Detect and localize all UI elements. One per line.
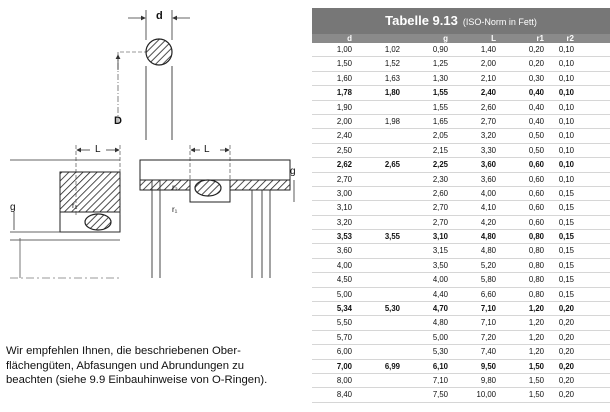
table-cell: 2,40 <box>336 131 352 141</box>
table-row <box>312 101 610 115</box>
table-cell: 0,15 <box>558 232 574 242</box>
table-cell: 7,50 <box>432 390 448 400</box>
table-row <box>312 158 610 172</box>
label-r1-right: r₁ <box>172 205 178 214</box>
table-cell: 0,10 <box>558 73 574 83</box>
installation-note <box>6 344 296 388</box>
table-cell: 4,80 <box>432 318 448 328</box>
table-cell: 9,50 <box>480 361 496 371</box>
table-cell: 1,63 <box>384 73 400 83</box>
table-cell: 5,80 <box>480 275 496 285</box>
table-row <box>312 273 610 287</box>
table-cell: 4,00 <box>480 188 496 198</box>
table-cell: 3,60 <box>336 246 352 256</box>
table-cell: 0,10 <box>558 160 574 170</box>
table-cell: 0,20 <box>558 347 574 357</box>
table-row <box>312 57 610 71</box>
table-cell: 0,20 <box>558 304 574 314</box>
header-cell: d <box>347 34 352 43</box>
table-cell: 9,80 <box>480 375 496 385</box>
table-cell: 0,15 <box>558 188 574 198</box>
table-cell <box>352 187 400 200</box>
table-row <box>312 316 610 330</box>
table-cell: 4,20 <box>480 217 496 227</box>
table-cell <box>352 216 400 229</box>
table-row <box>312 43 610 57</box>
table-cell <box>352 388 400 401</box>
table-row <box>312 345 610 359</box>
table-cell: 1,50 <box>528 375 544 385</box>
table-cell <box>352 101 400 114</box>
table-cell: 3,55 <box>384 232 400 242</box>
table-cell: 0,80 <box>528 289 544 299</box>
table-cell: 2,15 <box>432 145 448 155</box>
table-cell: 2,25 <box>432 160 448 170</box>
table-cell: 1,00 <box>336 45 352 54</box>
table-cell <box>352 316 400 329</box>
table-cell: 3,53 <box>336 232 352 242</box>
table-cell: 0,20 <box>558 361 574 371</box>
table-row <box>312 72 610 86</box>
table-cell: 0,90 <box>432 45 448 54</box>
table-cell: 4,00 <box>432 275 448 285</box>
table-cell: 2,00 <box>336 116 352 126</box>
table-cell: 1,30 <box>432 73 448 83</box>
table-cell: 1,65 <box>432 116 448 126</box>
table-cell: 0,15 <box>558 275 574 285</box>
note-line: Wir empfehlen Ihnen, die beschriebenen Ober- <box>6 345 241 357</box>
table-cell: 5,20 <box>480 260 496 270</box>
table-row <box>312 201 610 215</box>
table-row <box>312 388 610 402</box>
table-cell: 4,70 <box>432 304 448 314</box>
table-cell: 2,70 <box>480 116 496 126</box>
table-cell: 4,80 <box>480 232 496 242</box>
table-cell: 0,10 <box>558 59 574 69</box>
table-cell: 7,40 <box>480 347 496 357</box>
table-cell: 4,00 <box>336 260 352 270</box>
header-cell: r2 <box>566 34 574 43</box>
table-cell: 6,00 <box>336 347 352 357</box>
table-cell <box>352 288 400 301</box>
table-cell: 1,20 <box>528 347 544 357</box>
table-cell: 7,10 <box>432 375 448 385</box>
label-d: d <box>156 10 163 22</box>
oring-detail <box>114 10 190 140</box>
table-cell: 0,80 <box>528 275 544 285</box>
table-cell: 0,40 <box>528 102 544 112</box>
table-cell: 0,10 <box>558 174 574 184</box>
table-cell: 0,60 <box>528 174 544 184</box>
label-g-right: g <box>290 166 296 177</box>
table-cell: 0,15 <box>558 246 574 256</box>
table-cell: 0,10 <box>558 88 574 98</box>
table-cell <box>352 244 400 257</box>
table-cell: 2,65 <box>384 160 400 170</box>
table-cell: 5,00 <box>336 289 352 299</box>
table-cell: 0,15 <box>558 260 574 270</box>
table-cell: 0,20 <box>558 318 574 328</box>
table-cell <box>352 259 400 272</box>
table-cell: 2,00 <box>480 59 496 69</box>
table-cell: 0,10 <box>558 145 574 155</box>
table-cell: 4,80 <box>480 246 496 256</box>
table-row <box>312 331 610 345</box>
header-cell: g <box>443 34 448 43</box>
table-cell: 1,20 <box>528 304 544 314</box>
table-cell: 5,70 <box>336 332 352 342</box>
table-cell: 5,34 <box>336 304 352 314</box>
table-cell: 0,60 <box>528 160 544 170</box>
table-cell <box>352 144 400 157</box>
table-cell: 7,20 <box>480 332 496 342</box>
label-r1-left: r₁ <box>72 201 78 210</box>
table-cell: 1,50 <box>528 390 544 400</box>
table-cell: 1,80 <box>384 88 400 98</box>
table-row <box>312 129 610 143</box>
table-cell <box>352 129 400 142</box>
table-cell: 3,15 <box>432 246 448 256</box>
table-subtitle: (ISO-Norm in Fett) <box>462 17 537 27</box>
header-cell <box>352 34 400 43</box>
table-cell: 3,50 <box>432 260 448 270</box>
table-cell: 3,60 <box>480 174 496 184</box>
table-row <box>312 86 610 100</box>
table-cell: 0,15 <box>558 203 574 213</box>
table-row <box>312 302 610 316</box>
table-cell: 7,00 <box>336 361 352 371</box>
table-cell: 1,25 <box>432 59 448 69</box>
table-cell: 3,10 <box>432 232 448 242</box>
table-title: Tabelle 9.13 <box>385 13 458 28</box>
label-L-left: L <box>95 144 101 155</box>
table-row <box>312 259 610 273</box>
table-cell: 1,02 <box>384 45 400 54</box>
table-cell: 3,20 <box>336 217 352 227</box>
label-D: D <box>114 115 122 127</box>
table-cell: 1,55 <box>432 102 448 112</box>
table-cell: 5,30 <box>384 304 400 314</box>
table-cell: 1,90 <box>336 102 352 112</box>
table-cell: 10,00 <box>476 390 496 400</box>
table-cell: 3,30 <box>480 145 496 155</box>
table-cell: 2,70 <box>432 217 448 227</box>
table-row <box>312 173 610 187</box>
table-row <box>312 230 610 244</box>
table-row <box>312 374 610 388</box>
table-cell <box>352 201 400 214</box>
table-cell: 6,60 <box>480 289 496 299</box>
table-header-row <box>312 34 610 43</box>
table-cell: 2,62 <box>336 160 352 170</box>
table-row <box>312 288 610 302</box>
table-row <box>312 187 610 201</box>
table-cell: 0,20 <box>558 390 574 400</box>
label-L-right: L <box>204 144 210 155</box>
table-cell <box>352 173 400 186</box>
housing-right <box>140 144 296 278</box>
table-row <box>312 115 610 129</box>
table-cell: 3,60 <box>480 160 496 170</box>
oring-left <box>85 214 111 230</box>
table-cell: 0,10 <box>558 102 574 112</box>
table-cell: 0,50 <box>528 145 544 155</box>
table-cell: 0,20 <box>558 332 574 342</box>
table-cell: 0,80 <box>528 260 544 270</box>
label-g-left: g <box>10 202 16 213</box>
table-cell <box>352 345 400 358</box>
table-cell: 0,15 <box>558 289 574 299</box>
table-cell: 0,80 <box>528 232 544 242</box>
table-row <box>312 216 610 230</box>
table-cell: 2,70 <box>432 203 448 213</box>
table-cell: 0,10 <box>558 45 574 54</box>
table-cell: 3,00 <box>336 188 352 198</box>
label-r2-right: r₂ <box>172 183 178 192</box>
table-cell: 2,60 <box>480 102 496 112</box>
note-line: beachten (siehe 9.9 Einbauhinweise von O-Ringen). <box>6 374 268 386</box>
table-cell: 7,10 <box>480 318 496 328</box>
table-cell: 2,50 <box>336 145 352 155</box>
table-cell: 5,00 <box>432 332 448 342</box>
table-cell: 8,00 <box>336 375 352 385</box>
table-cell: 1,55 <box>432 88 448 98</box>
table-cell: 6,10 <box>432 361 448 371</box>
table-cell <box>352 374 400 387</box>
table-cell: 6,99 <box>384 361 400 371</box>
table-cell: 0,60 <box>528 203 544 213</box>
table-cell: 1,78 <box>336 88 352 98</box>
table-cell: 5,50 <box>336 318 352 328</box>
table-cell: 2,40 <box>480 88 496 98</box>
table-cell <box>352 331 400 344</box>
table-cell: 0,80 <box>528 246 544 256</box>
table-cell: 1,20 <box>528 318 544 328</box>
table-cell: 1,98 <box>384 116 400 126</box>
table-cell: 0,50 <box>528 131 544 141</box>
table-cell: 8,40 <box>336 390 352 400</box>
note-line: flächengüten, Abfasungen und Abrundungen zu <box>6 359 245 372</box>
housing-left <box>10 144 120 278</box>
table-cell: 7,10 <box>480 304 496 314</box>
table-row <box>312 360 610 374</box>
table-cell: 0,20 <box>558 375 574 385</box>
table-cell: 2,70 <box>336 174 352 184</box>
table-cell: 1,40 <box>480 45 496 54</box>
table-cell: 2,10 <box>480 73 496 83</box>
table-body <box>312 43 610 403</box>
header-cell: L <box>491 34 496 43</box>
table-cell: 2,60 <box>432 188 448 198</box>
table-cell: 5,30 <box>432 347 448 357</box>
table-cell: 1,20 <box>528 332 544 342</box>
table-cell: 4,50 <box>336 275 352 285</box>
table-cell: 0,20 <box>528 59 544 69</box>
table-cell: 1,50 <box>336 59 352 69</box>
table-cell: 0,30 <box>528 73 544 83</box>
table-cell: 3,10 <box>336 203 352 213</box>
table-cell: 0,60 <box>528 217 544 227</box>
table-cell: 2,30 <box>432 174 448 184</box>
table-cell: 0,10 <box>558 116 574 126</box>
dimension-table <box>312 8 610 403</box>
oring-right <box>195 180 221 196</box>
table-cell: 4,40 <box>432 289 448 299</box>
table-cell <box>352 273 400 286</box>
table-cell: 4,10 <box>480 203 496 213</box>
table-cell: 1,50 <box>528 361 544 371</box>
table-cell: 0,10 <box>558 131 574 141</box>
table-row <box>312 244 610 258</box>
table-cell: 0,40 <box>528 116 544 126</box>
header-cell: r1 <box>536 34 544 43</box>
table-cell: 0,40 <box>528 88 544 98</box>
table-cell: 3,20 <box>480 131 496 141</box>
technical-drawing <box>0 0 305 300</box>
table-cell: 1,52 <box>384 59 400 69</box>
table-title-bar <box>312 8 610 34</box>
table-cell: 2,05 <box>432 131 448 141</box>
table-cell: 0,15 <box>558 217 574 227</box>
table-row <box>312 144 610 158</box>
oring-cross-section <box>146 39 172 65</box>
table-cell: 0,60 <box>528 188 544 198</box>
table-cell: 1,60 <box>336 73 352 83</box>
table-cell: 0,20 <box>528 45 544 54</box>
